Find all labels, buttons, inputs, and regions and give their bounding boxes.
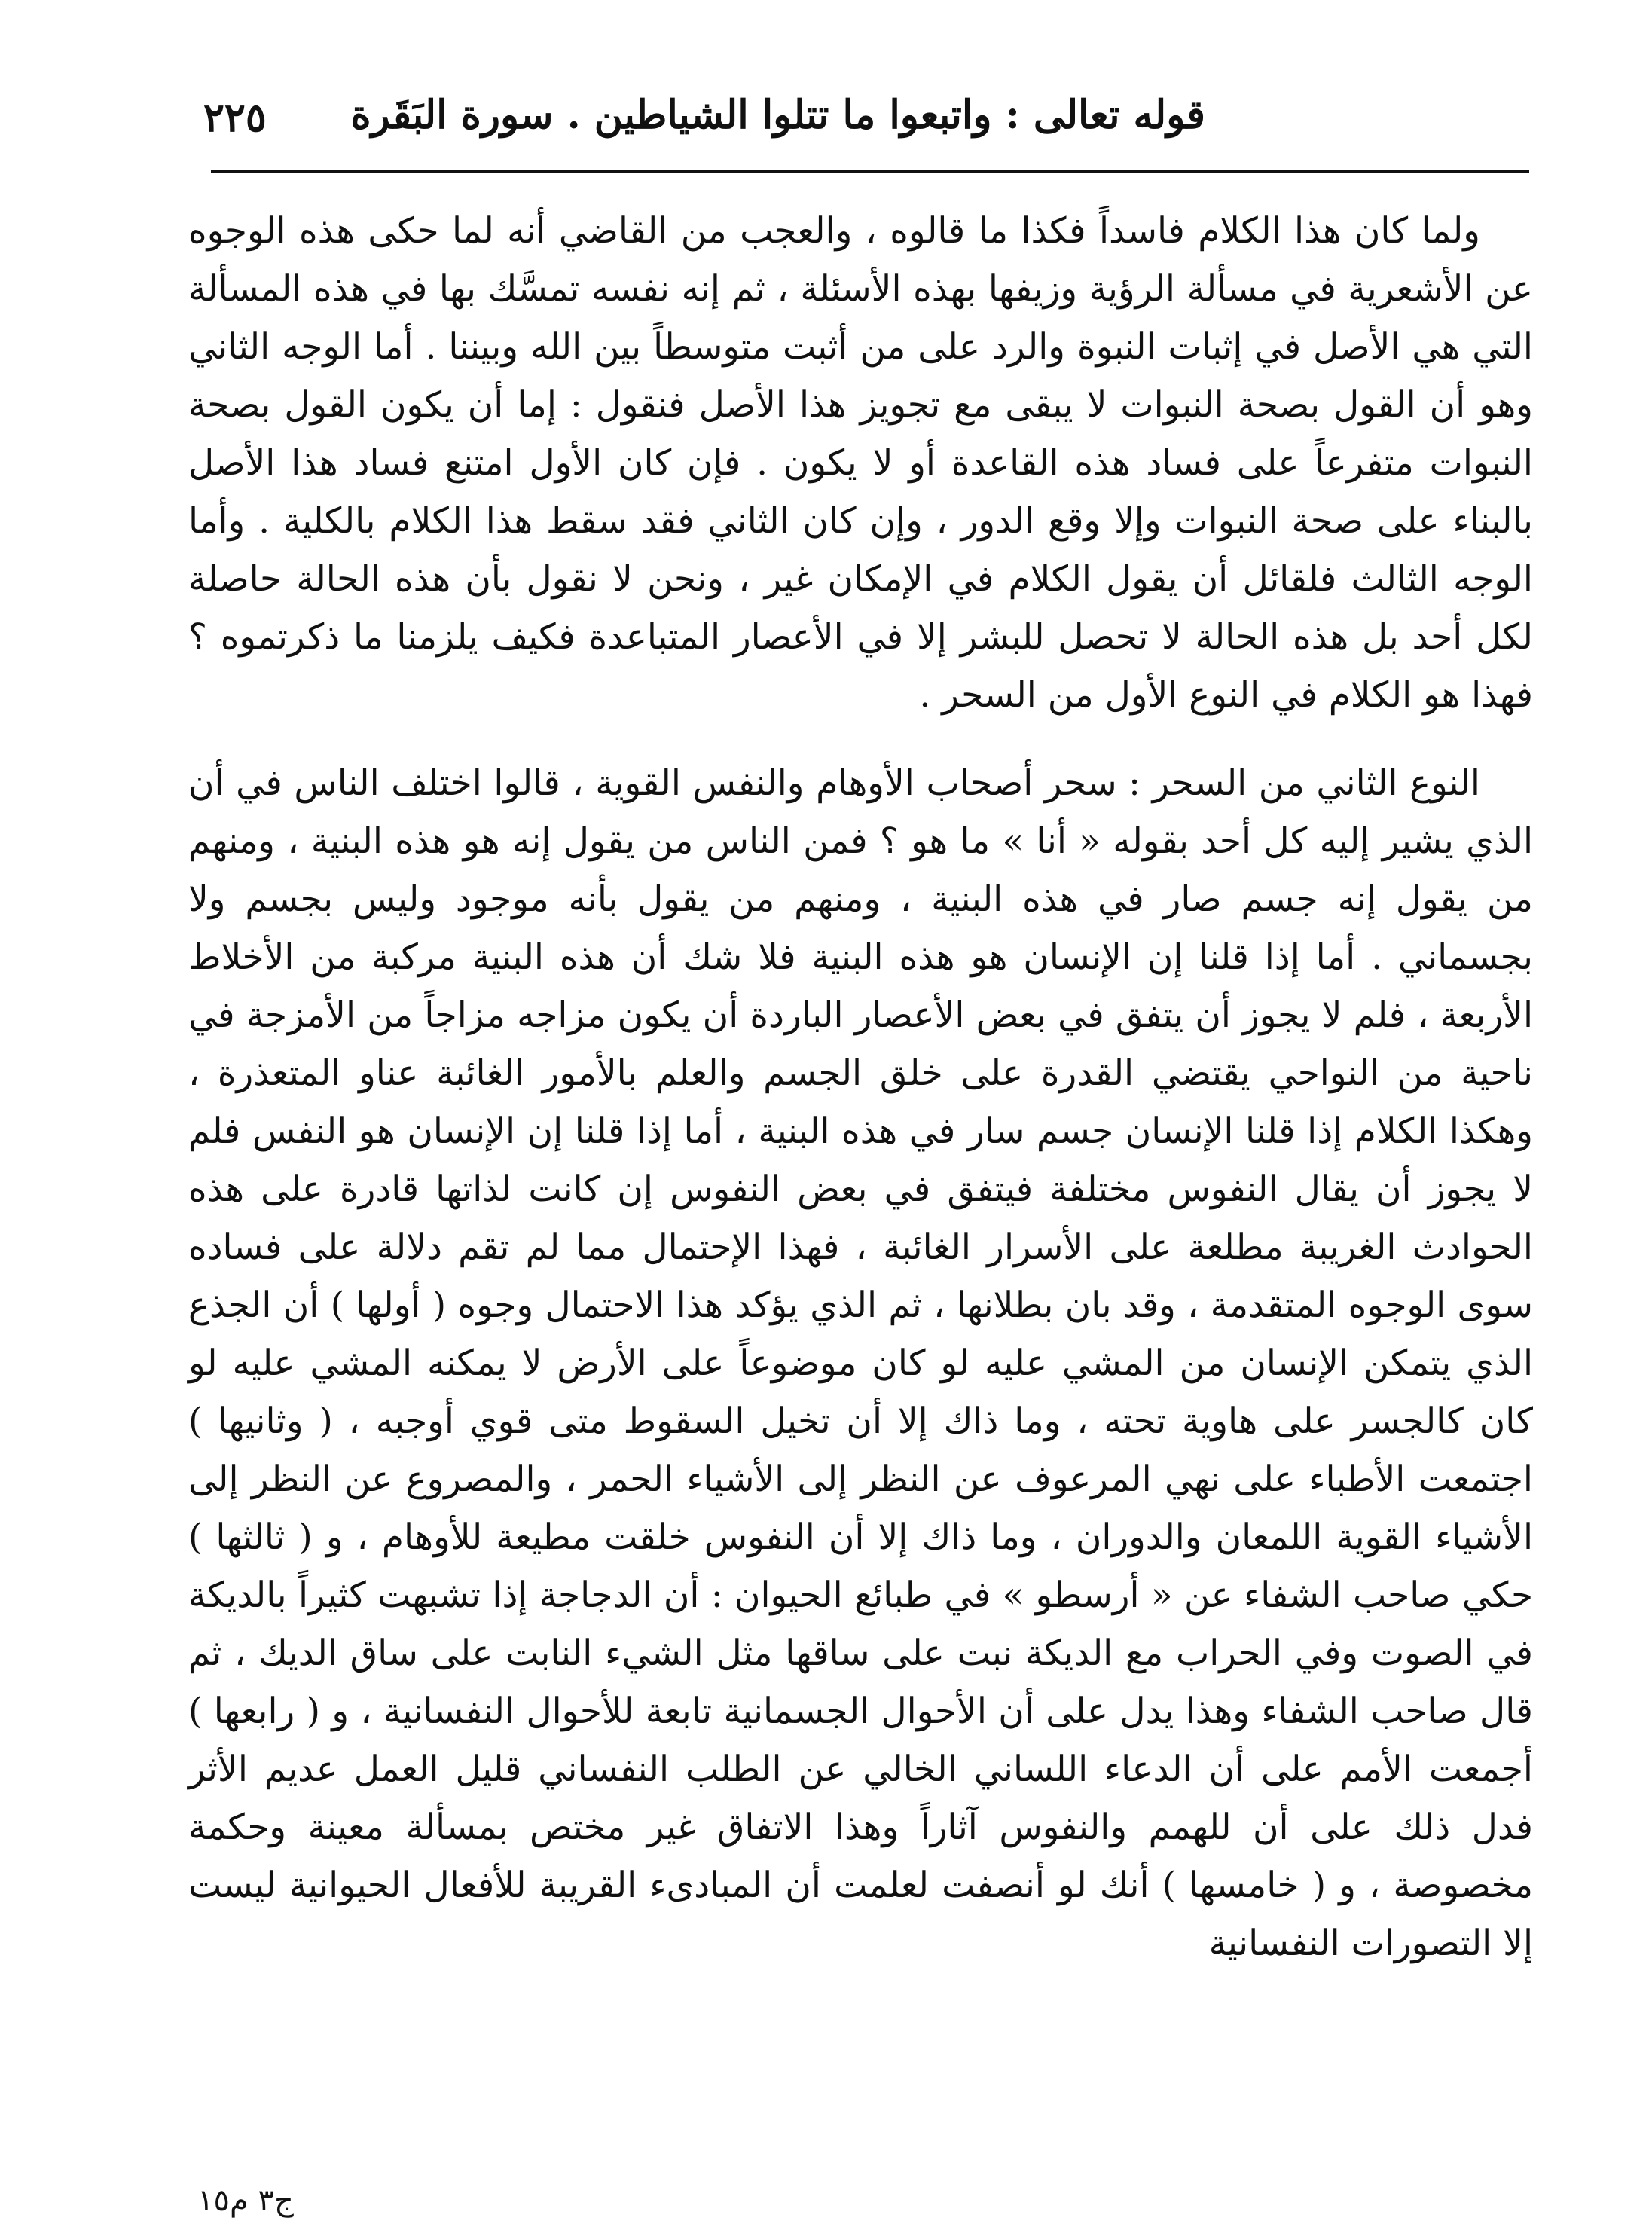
running-title: قوله تعالى : واتبعوا ما تتلوا الشياطين . سورة البَقَرة bbox=[350, 92, 1205, 138]
header-divider bbox=[211, 170, 1529, 173]
page-header bbox=[203, 84, 1529, 167]
paragraph-2: النوع الثاني من السحر : سحر أصحاب الأوهام والنفس القوية ، قالوا اختلف الناس في أن الذي يشير إليه كل أحد بقوله « أنا » ما هو ؟ فمن الناس من يقول إنه هو هذه البنية ، ومنهم من يقول إنه جسم صار في هذه البنية ، ومنهم من يقول بأنه موجود وليس بجسم ولا بجسماني . أما إذا قلنا إن الإنسان هو هذه البنية فلا شك أن هذه البنية مركبة من الأخلاط الأربعة ، فلم لا يجوز أن يتفق في بعض الأعصار الباردة أن يكون مزاجه مزاجاً من الأمزجة في ناحية من النواحي يقتضي القدرة على خلق الجسم والعلم بالأمور الغائبة عناو المتعذرة ، وهكذا الكلام إذا قلنا الإنسان جسم سار في هذه البنية ، أما إذا قلنا إن الإنسان هو النفس فلم لا يجوز أن يقال النفوس مختلفة فيتفق في بعض النفوس إن كانت لذاتها قادرة على هذه الحوادث الغريبة مطلعة على الأسرار الغائبة ، فهذا الإحتمال مما لم تقم دلالة على فساده سوى الوجوه المتقدمة ، وقد بان بطلانها ، ثم الذي يؤكد هذا الاحتمال وجوه ( أولها ) أن الجذع الذي يتمكن الإنسان من المشي عليه لو كان موضوعاً على الأرض لا يمكنه المشي عليه لو كان كالجسر على هاوية تحته ، وما ذاك إلا أن تخيل السقوط متى قوي أوجبه ، ( وثانيها ) اجتمعت الأطباء على نهي المرعوف عن النظر إلى الأشياء الحمر ، والمصروع عن النظر إلى الأشياء القوية اللمعان والدوران ، وما ذاك إلا أن النفوس خلقت مطيعة للأوهام ، و ( ثالثها ) حكي صاحب الشفاء عن « أرسطو » في طبائع الحيوان : أن الدجاجة إذا تشبهت كثيراً بالديكة في الصوت وفي الحراب مع الديكة نبت على ساقها مثل الشيء النابت على ساق الديك ، ثم قال صاحب الشفاء وهذا يدل على أن الأحوال الجسمانية تابعة للأحوال النفسانية ، و ( رابعها ) أجمعت الأمم على أن الدعاء اللساني الخالي عن الطلب النفساني قليل العمل عديم الأثر فدل ذلك على أن للهمم والنفوس آثاراً وهذا الاتفاق غير مختص بمسألة معينة وحكمة مخصوصة ، و ( خامسها ) أنك لو أنصفت لعلمت أن المبادىء القريبة للأفعال الحيوانية ليست إلا التصورات النفسانية bbox=[188, 762, 1533, 1964]
signature-mark: ج٣ م١٥ bbox=[197, 2183, 294, 2218]
paragraph-1: ولما كان هذا الكلام فاسداً فكذا ما قالوه ، والعجب من القاضي أنه لما حكى هذه الوجوه عن الأشعرية في مسألة الرؤية وزيفها بهذه الأسئلة ، ثم إنه نفسه تمسَّك بها في هذه المسألة التي هي الأصل في إثبات النبوة والرد على من أثبت متوسطاً بين الله وبيننا . أما الوجه الثاني وهو أن القول بصحة النبوات لا يبقى مع تجويز هذا الأصل فنقول : إما أن يكون القول بصحة النبوات متفرعاً على فساد هذه القاعدة أو لا يكون . فإن كان الأول امتنع فساد هذا الأصل بالبناء على صحة النبوات وإلا وقع الدور ، وإن كان الثاني فقد سقط هذا الكلام بالكلية . وأما الوجه الثالث فلقائل أن يقول الكلام في الإمكان غير ، ونحن لا نقول بأن هذه الحالة حاصلة لكل أحد بل هذه الحالة لا تحصل للبشر إلا في الأعصار المتباعدة فكيف يلزمنا ما ذكرتموه ؟ فهذا هو الكلام في النوع الأول من السحر . bbox=[188, 210, 1533, 716]
page-number: ٢٢٥ bbox=[203, 95, 267, 141]
main-text bbox=[188, 202, 1533, 1972]
